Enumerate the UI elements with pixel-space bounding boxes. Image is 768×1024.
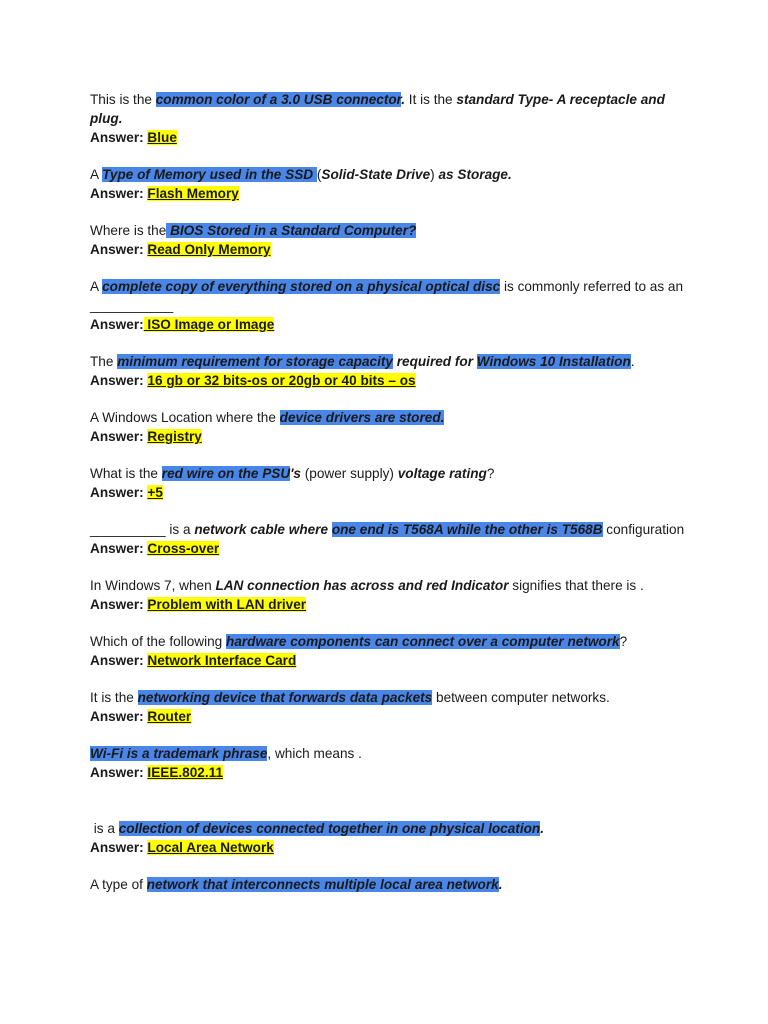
- question-text: [90, 221, 690, 240]
- question-segment: Which of the following: [90, 634, 227, 649]
- answer-value: Network Interface Card: [147, 653, 297, 668]
- question-segment: .: [498, 877, 503, 892]
- highlighted-phrase: one end is T568A while the other is T568B: [331, 522, 603, 537]
- question-block: [90, 277, 690, 334]
- answer-line: [90, 763, 690, 782]
- answer-value: Registry: [147, 429, 202, 444]
- question-text: [90, 744, 690, 763]
- highlighted-phrase: Windows 10 Installation: [476, 354, 631, 369]
- question-segment: voltage rating: [397, 466, 487, 481]
- question-text: [90, 688, 690, 707]
- question-block: [90, 221, 690, 259]
- question-segment: signifies that there is .: [508, 578, 644, 593]
- answer-line: [90, 427, 690, 446]
- answer-value: Blue: [147, 130, 177, 145]
- highlighted-phrase: common color of a 3.0 USB connector: [155, 92, 402, 107]
- question-segment: ?: [486, 466, 495, 481]
- question-segment: .: [540, 821, 544, 836]
- question-segment: In Windows 7, when: [90, 578, 216, 593]
- question-text: [90, 165, 690, 184]
- question-segment: required for: [396, 354, 474, 369]
- question-segment: network cable where: [194, 522, 329, 537]
- question-segment: (power supply): [301, 466, 398, 481]
- question-text: [90, 408, 690, 427]
- answer-value: ISO Image or Image: [143, 317, 275, 332]
- answer-label: Answer:: [90, 242, 148, 257]
- question-block: [90, 744, 690, 782]
- question-text: [90, 875, 690, 894]
- highlighted-phrase: minimum requirement for storage capacity: [117, 354, 393, 369]
- question-segment: ): [430, 167, 439, 182]
- question-segment: __________ is a: [90, 522, 195, 537]
- answer-line: [90, 315, 690, 334]
- highlighted-phrase: networking device that forwards data packets: [137, 690, 433, 705]
- highlighted-phrase: red wire on the PSU: [161, 466, 291, 481]
- question-text: [90, 277, 690, 315]
- question-segment: A: [90, 167, 103, 182]
- document-body: [90, 90, 690, 912]
- question-text: [90, 90, 690, 128]
- answer-label: Answer:: [90, 429, 148, 444]
- highlighted-phrase: complete copy of everything stored on a physical optical disc: [102, 279, 501, 294]
- answer-label: Answer:: [90, 765, 148, 780]
- answer-value: Router: [147, 709, 192, 724]
- answer-line: [90, 539, 690, 558]
- answer-line: [90, 838, 690, 857]
- question-segment: It is the: [90, 690, 138, 705]
- answer-label: Answer:: [90, 653, 148, 668]
- answer-value: Read Only Memory: [147, 242, 271, 257]
- answer-value: Problem with LAN driver: [147, 597, 307, 612]
- question-text: [90, 819, 690, 838]
- highlighted-phrase: Wi-Fi is a trademark phrase: [90, 746, 268, 761]
- answer-value: 16 gb or 32 bits-os or 20gb or 40 bits – os: [147, 373, 416, 388]
- answer-value: Local Area Network: [147, 840, 274, 855]
- question-segment: ?: [619, 634, 628, 649]
- question-segment: What is the: [90, 466, 162, 481]
- highlighted-phrase: hardware components can connect over a computer network: [226, 634, 620, 649]
- answer-line: [90, 595, 690, 614]
- question-block: [90, 520, 690, 558]
- answer-value: +5: [147, 485, 163, 500]
- highlighted-phrase: collection of devices connected together in one physical location: [118, 821, 541, 836]
- question-segment: (: [316, 167, 322, 182]
- question-text: [90, 632, 690, 651]
- answer-label: Answer:: [90, 317, 144, 332]
- question-segment: , which means .: [267, 746, 362, 761]
- question-block: [90, 165, 690, 203]
- question-segment: A: [90, 279, 103, 294]
- highlighted-phrase: Type of Memory used in the SSD: [102, 167, 317, 182]
- answer-label: Answer:: [90, 130, 148, 145]
- answer-line: [90, 483, 690, 502]
- answer-label: Answer:: [90, 597, 148, 612]
- question-segment: Where is the: [90, 223, 167, 238]
- answer-label: Answer:: [90, 373, 148, 388]
- question-text: [90, 464, 690, 483]
- answer-value: Flash Memory: [147, 186, 239, 201]
- question-segment: configuration: [602, 522, 685, 537]
- highlighted-phrase: device drivers are stored.: [279, 410, 445, 425]
- answer-label: Answer:: [90, 840, 148, 855]
- question-segment: The: [90, 354, 118, 369]
- question-block: [90, 90, 690, 147]
- question-segment: LAN connection has across and red Indicator: [215, 578, 509, 593]
- question-segment: is a: [90, 821, 119, 836]
- answer-line: [90, 184, 690, 203]
- question-segment: is commonly referred to as an ___________: [90, 279, 687, 313]
- question-text: [90, 520, 690, 539]
- answer-value: IEEE.802.11: [147, 765, 224, 780]
- question-segment: .: [401, 92, 406, 107]
- question-segment: as Storage.: [438, 167, 512, 182]
- answer-label: Answer:: [90, 541, 148, 556]
- answer-label: Answer:: [90, 709, 148, 724]
- question-segment: between computer networks.: [432, 690, 610, 705]
- answer-label: Answer:: [90, 485, 148, 500]
- answer-line: [90, 240, 690, 259]
- highlighted-phrase: network that interconnects multiple local area network: [146, 877, 499, 892]
- question-block: [90, 408, 690, 446]
- answer-label: Answer:: [90, 186, 148, 201]
- question-block: [90, 464, 690, 502]
- answer-value: Cross-over: [147, 541, 220, 556]
- answer-line: [90, 128, 690, 147]
- question-block: [90, 352, 690, 390]
- question-segment: standard Type- A receptacle and plug.: [90, 92, 669, 126]
- answer-line: [90, 707, 690, 726]
- highlighted-phrase: BIOS Stored in a Standard Computer?: [166, 223, 417, 238]
- question-block: [90, 875, 690, 894]
- question-segment: A Windows Location where the: [90, 410, 280, 425]
- question-segment: .: [630, 354, 635, 369]
- question-text: [90, 352, 690, 371]
- question-block: [90, 576, 690, 614]
- answer-line: [90, 651, 690, 670]
- question-text: [90, 576, 690, 595]
- question-segment: This is the: [90, 92, 156, 107]
- question-block: [90, 688, 690, 726]
- question-block: [90, 819, 690, 857]
- question-segment: Solid-State Drive: [321, 167, 431, 182]
- question-segment: 's: [290, 466, 301, 481]
- answer-line: [90, 371, 690, 390]
- question-segment: It is the: [405, 92, 457, 107]
- question-segment: A type of: [90, 877, 147, 892]
- question-block: [90, 632, 690, 670]
